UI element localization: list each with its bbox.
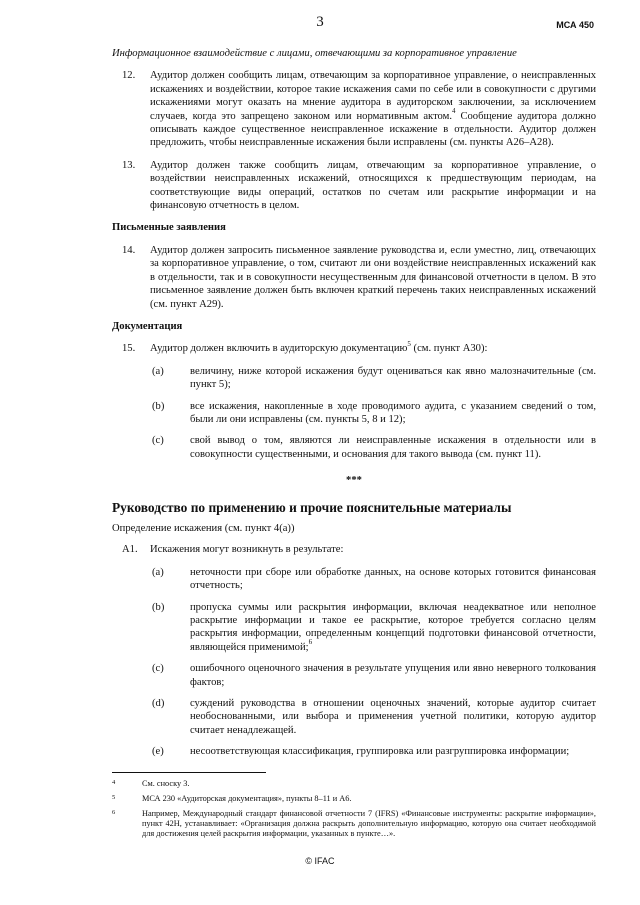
footnote-ref[interactable]: 6 [308,638,313,647]
paragraph-text-cont: (см. пункт A30): [410,343,488,355]
paragraph-text: Аудитор должен запросить письменное заявление руководства и, если уместно, лиц, отвечающих за корпоративное управление, о том, считают ли они воздействие неисправленных искажений как в отдельности, так и в совокупности несущественным для финансовой отчетности в целом. В это письменное заявление должен быть включен краткий перечень таких неисправленных искажений (см. пункт A29). [150,244,596,310]
footnote-4 [112,779,596,789]
item-text: величину, ниже которой искажения будут оцениваться как явно малозначительные (см. пункт 5); [190,365,596,391]
item-letter: (c) [152,435,164,447]
list-item [112,566,596,593]
footnote-text: См. сноску 3. [142,779,190,788]
item-text: свой вывод о том, являются ли неисправленные искажения в отдельности или в совокупности существенными, и основания для такого вывода (см. пункт 11). [190,435,596,460]
footnotes [112,772,596,844]
paragraph-14 [112,244,596,311]
paragraph-text: Искажения могут возникнуть в результате: [150,544,344,556]
section-guidance-subheading: Определение искажения (см. пункт 4(a)) [112,522,295,534]
item-text: суждений руководства в отношении оценочных значений, которые аудитор считает необоснованными, или выбора и применения учетной политики, которую аудитор считает ненадлежащей. [190,698,596,736]
list-item [112,601,596,655]
footer-copyright: © IFAC [305,856,335,866]
item-text: несоответствующая классификация, группировка или разгруппировка информации; [190,746,570,758]
page-number: 3 [316,14,324,30]
paragraph-text: Аудитор должен сообщить лицам, отвечающим за корпоративное управление, о неисправленных искажениях и воздействии, которое такие искажения сами по себе или в совокупности с другими искажениями могут оказать на мнение аудитора в аудиторском заключении, за исключением случаев, когда это запрещено законом или нормативным актом. [150,70,596,122]
item-letter: (d) [152,698,165,710]
list-item [112,745,596,758]
footnote-text: Например, Международный стандарт финансовой отчетности 7 (IFRS) «Финансовые инструменты: раскрытие информации», пункт 42H, устанавливает: «Организация должна раскрыть дополнительную информацию, которую она считает необходимой для достижения целей раскрытия информации, указанных в пункте…». [142,809,596,838]
item-letter: (a) [152,566,164,578]
footnote-ref[interactable]: 5 [407,339,411,348]
list-item [112,697,596,737]
paragraph-number: 12. [122,70,136,82]
item-letter: (a) [152,365,164,377]
item-letter: (b) [152,400,165,412]
section-documentation-heading: Документация [112,320,183,332]
paragraph-text: Аудитор должен также сообщить лицам, отвечающим за корпоративное управление, о воздействии неисправленных искажений, относящихся к предшествующим периодам, на соответствующие виды операций, остатков по счетам или раскрытие информации и на финансовую отчетность в целом. [150,159,596,212]
section-interaction-subtitle: Информационное взаимодействие с лицами, отвечающими за корпоративное управление [112,48,517,59]
footnote-text: МСА 230 «Аудиторская документация», пункты 8–11 и A6. [142,794,352,803]
section-written-heading: Письменные заявления [112,222,226,234]
paragraph-number: 14. [122,244,136,256]
item-text: все искажения, накопленные в ходе проводимого аудита, с указанием сведений о том, были ли они исправлены (см. пункты 5, 8 и 12); [190,400,596,425]
footnote-6 [112,809,596,839]
item-letter: (e) [152,746,164,758]
list-item [112,400,596,427]
list-item [112,365,596,392]
list-item [112,434,596,461]
paragraph-number: A1. [122,544,138,556]
paragraph-text-cont: Сообщение аудитора должно описывать каждое существенное неисправленное искажение в отдельности. Аудитор должен предложить, чтобы неисправленные искажения были исправлены (см. пункты A26–A28). [150,110,596,149]
paragraph-a1 [112,543,596,556]
paragraph-15 [112,339,596,355]
footnote-rule [112,772,266,773]
section-separator: *** [346,475,362,487]
item-letter: (c) [152,663,164,675]
paragraph-number: 15. [122,343,136,355]
footnote-number: 6 [112,809,116,816]
item-letter: (b) [152,601,165,613]
item-text: пропуска суммы или раскрытия информации, включая неадекватное или неполное раскрытие информации и такое ее раскрытие, которое требуется согласно целям раскрытия информации, определенным концепций подготовки финансовой отчетности, являющейся применимой; [190,601,596,653]
standard-code: МСА 450 [556,20,594,30]
footnote-ref[interactable]: 4 [452,107,456,116]
footnote-number: 4 [112,779,116,786]
paragraph-13 [112,159,596,213]
footnote-number: 5 [112,794,116,801]
item-text: неточности при сборе или обработке данных, на основе которых готовится финансовая отчетность; [190,566,596,592]
paragraph-text: Аудитор должен включить в аудиторскую документацию [150,343,408,355]
paragraph-number: 13. [122,159,136,171]
section-guidance-heading: Руководство по применению и прочие пояснительные материалы [112,499,512,515]
footnote-5 [112,794,596,804]
document-body [112,47,596,767]
item-text: ошибочного оценочного значения в результате упущения или явно неверного толкования фактов; [190,663,596,688]
paragraph-12 [112,69,596,149]
list-item [112,662,596,689]
